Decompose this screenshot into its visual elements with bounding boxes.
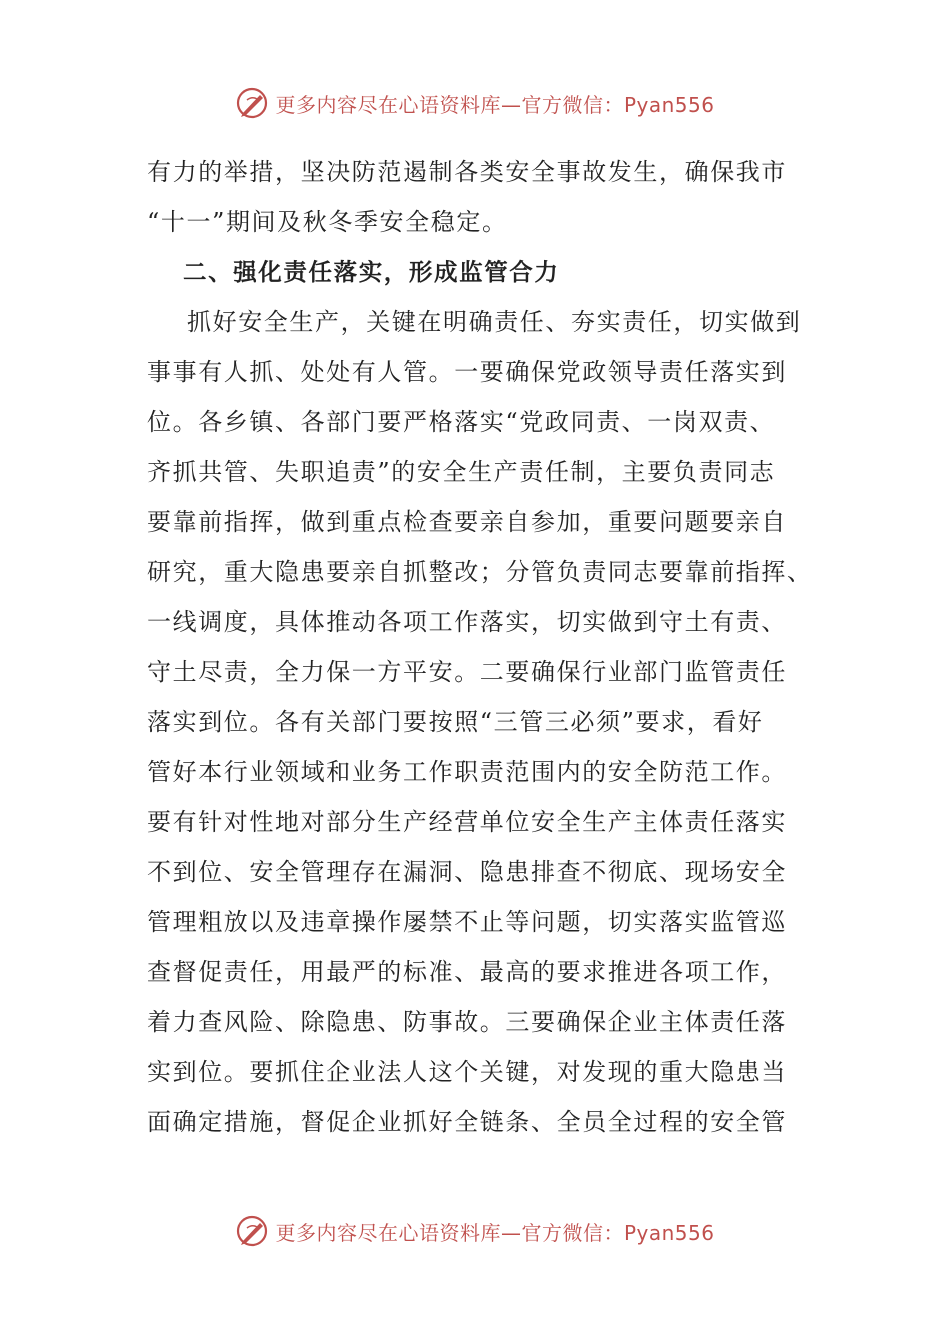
pen-logo-icon xyxy=(235,1214,269,1248)
pen-logo-icon xyxy=(235,86,269,120)
document-body xyxy=(147,147,813,1147)
watermark-text: 更多内容尽在心语资料库—官方微信：Pyan556 xyxy=(275,1220,715,1245)
text-line: 实到位。要抓住企业法人这个关键，对发现的重大隐患当 xyxy=(147,1058,787,1086)
text-line: 抓好安全生产，关键在明确责任、夯实责任，切实做到 xyxy=(187,308,802,336)
section-heading: 二、强化责任落实，形成监管合力 xyxy=(183,258,560,286)
watermark-header xyxy=(0,83,950,123)
text-line: “十一”期间及秋冬季安全稳定。 xyxy=(147,208,508,236)
text-line: 落实到位。各有关部门要按照“三管三必须”要求，看好 xyxy=(147,708,764,736)
text-line: 研究，重大隐患要亲自抓整改；分管负责同志要靠前指挥、 xyxy=(147,558,813,586)
text-line: 事事有人抓、处处有人管。一要确保党政领导责任落实到 xyxy=(147,358,787,386)
text-line: 查督促责任，用最严的标准、最高的要求推进各项工作， xyxy=(147,958,787,986)
text-line: 齐抓共管、失职追责”的安全生产责任制，主要负责同志 xyxy=(147,458,776,486)
text-line: 面确定措施，督促企业抓好全链条、全员全过程的安全管 xyxy=(147,1108,787,1136)
text-line: 要有针对性地对部分生产经营单位安全生产主体责任落实 xyxy=(147,808,787,836)
watermark-footer xyxy=(0,1211,950,1251)
text-line: 要靠前指挥，做到重点检查要亲自参加，重要问题要亲自 xyxy=(147,508,787,536)
text-line: 管好本行业领域和业务工作职责范围内的安全防范工作。 xyxy=(147,758,787,786)
text-line: 有力的举措，坚决防范遏制各类安全事故发生，确保我市 xyxy=(147,158,787,186)
text-line: 管理粗放以及违章操作屡禁不止等问题，切实落实监管巡 xyxy=(147,908,787,936)
text-line: 位。各乡镇、各部门要严格落实“党政同责、一岗双责、 xyxy=(147,408,776,436)
text-line: 不到位、安全管理存在漏洞、隐患排查不彻底、现场安全 xyxy=(147,858,787,886)
text-line: 一线调度，具体推动各项工作落实，切实做到守土有责、 xyxy=(147,608,787,636)
text-line: 守土尽责，全力保一方平安。二要确保行业部门监管责任 xyxy=(147,658,787,686)
watermark-text: 更多内容尽在心语资料库—官方微信：Pyan556 xyxy=(275,92,715,117)
text-line: 着力查风险、除隐患、防事故。三要确保企业主体责任落 xyxy=(147,1008,787,1036)
